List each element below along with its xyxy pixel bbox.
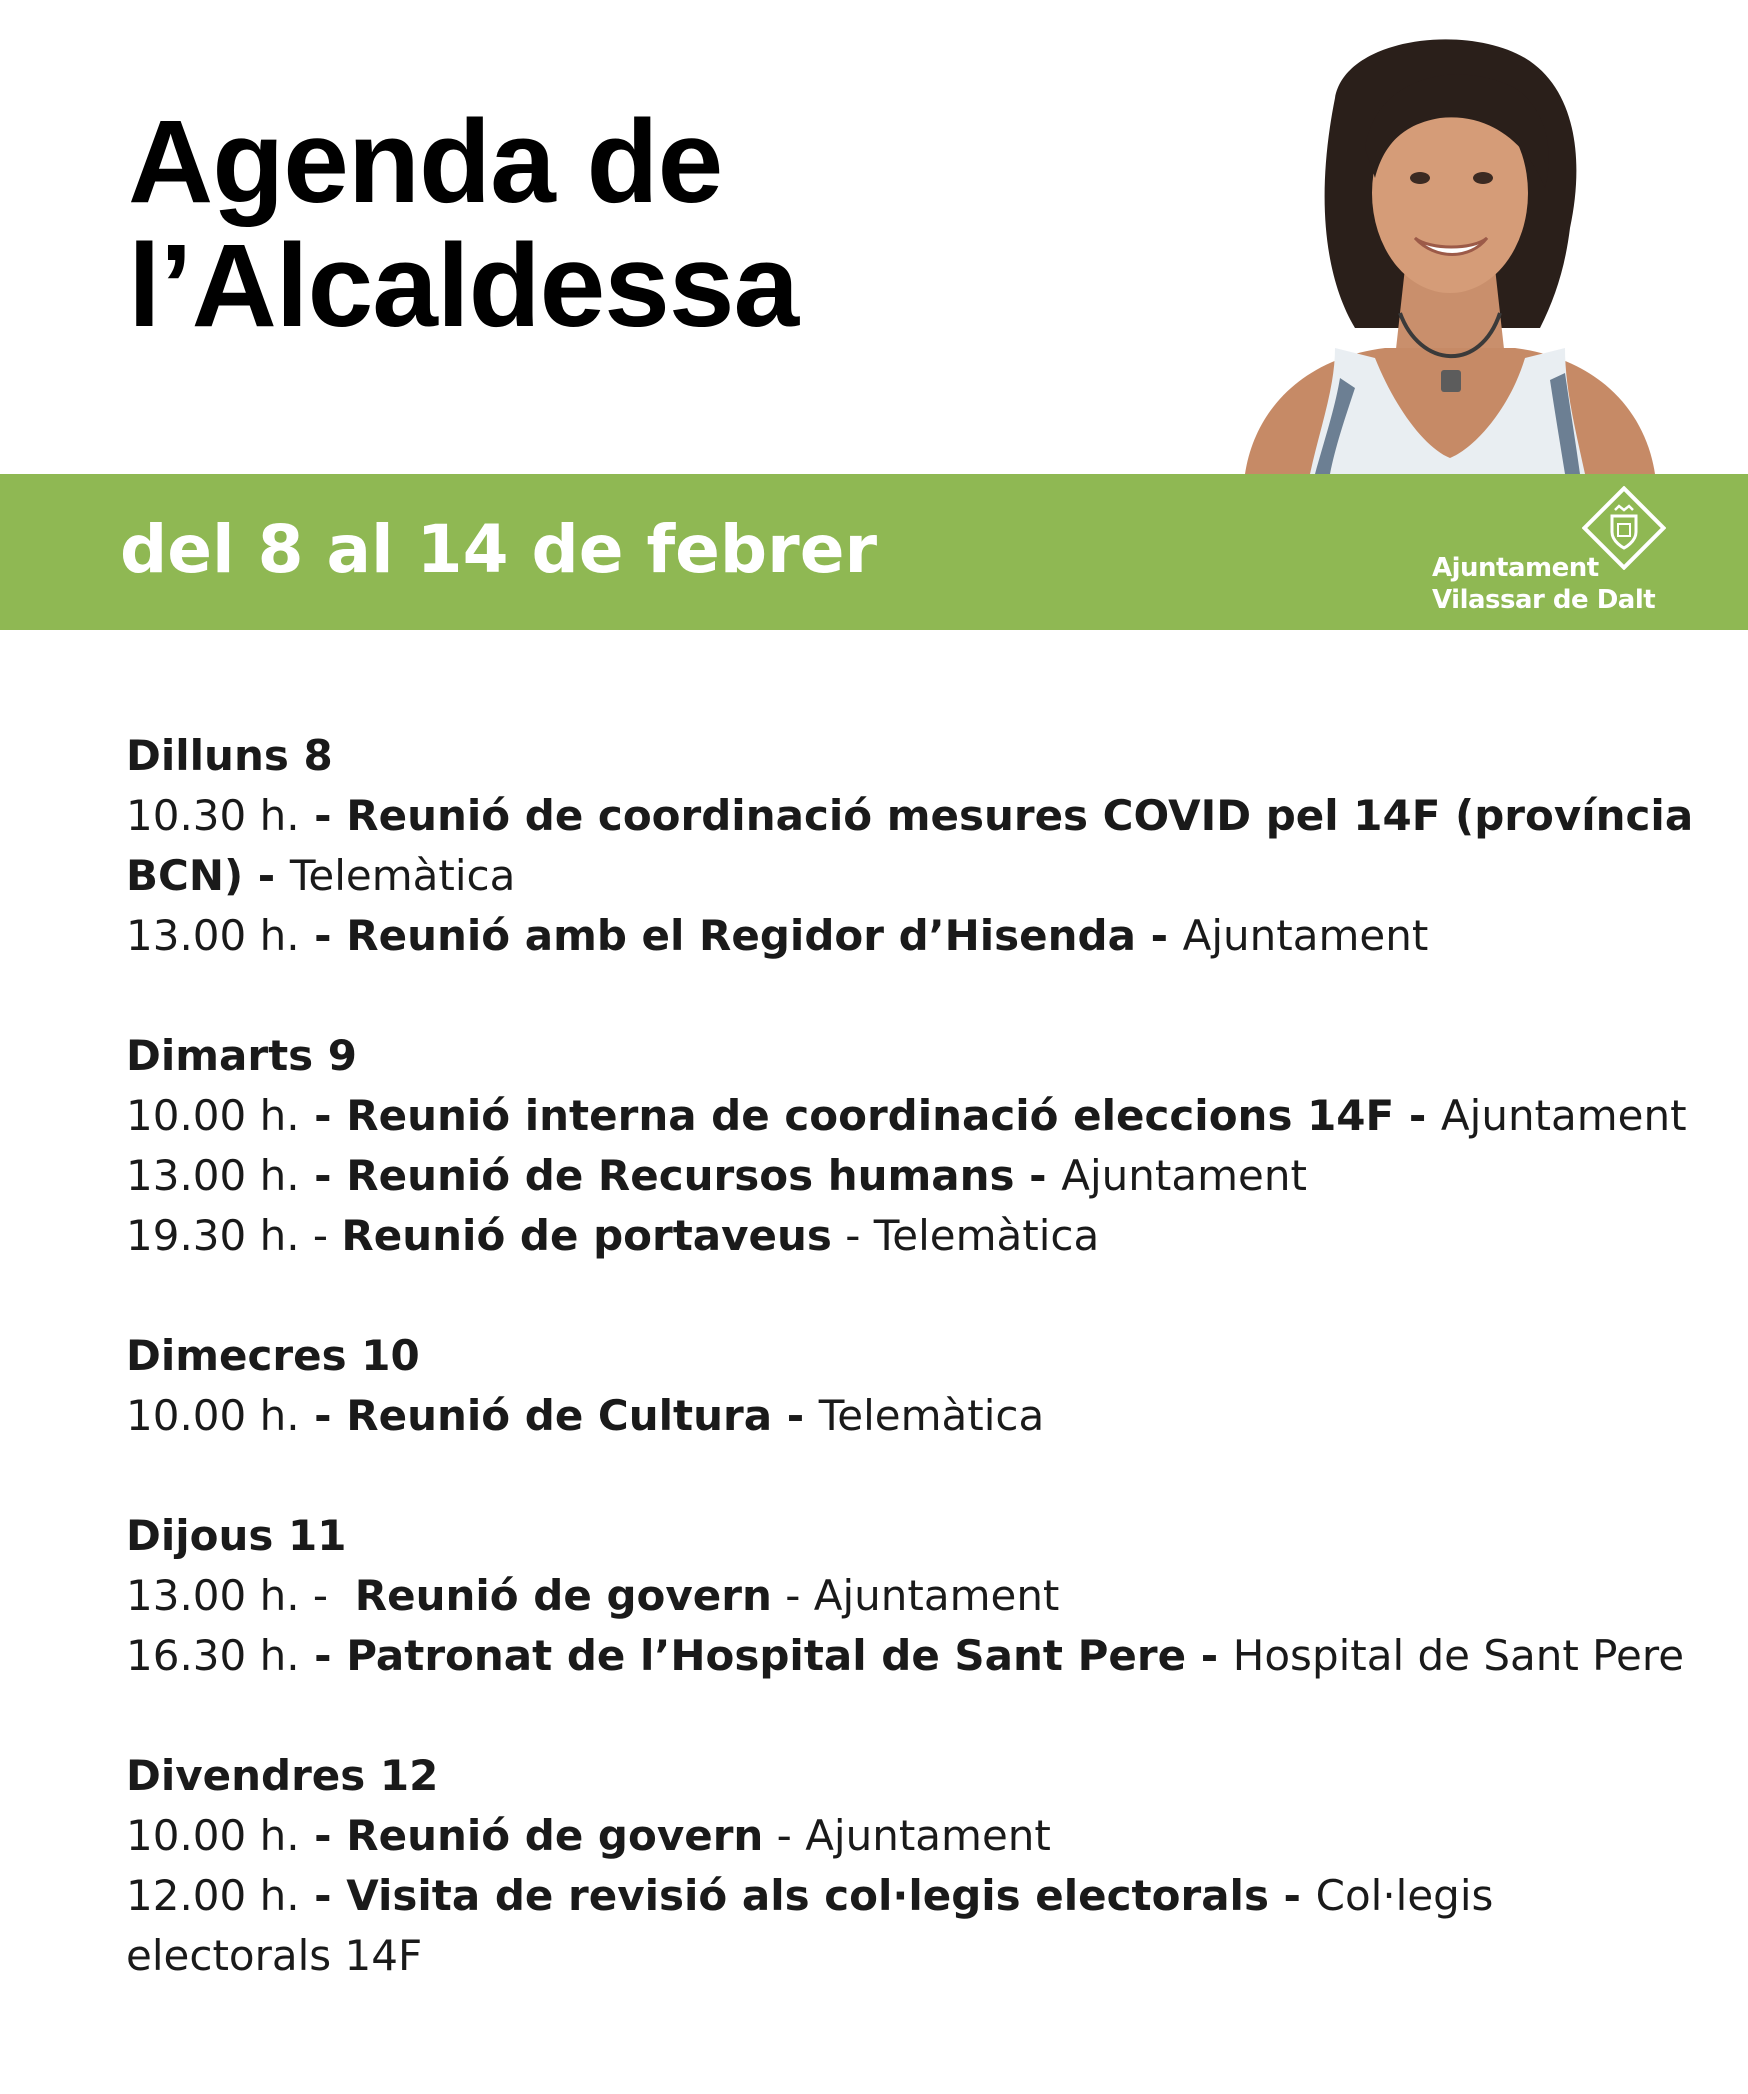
title-line-1: Agenda de [128, 96, 723, 228]
event-name: Reunió de govern [346, 1811, 764, 1860]
day-title: Dijous 11 [126, 1511, 347, 1560]
logo-text-town: Vilassar de Dalt [1432, 585, 1656, 615]
event-separator: - [299, 1811, 347, 1860]
event-separator: - [1268, 1871, 1316, 1920]
event-name: Visita de revisió als col·legis electorals [346, 1871, 1269, 1920]
event-time: 12.00 h. [126, 1871, 300, 1920]
event-time: 10.00 h. [126, 1391, 300, 1440]
header-band [0, 474, 1748, 630]
page-title [128, 96, 1128, 352]
event-name: Reunió de govern [354, 1571, 772, 1620]
day-section [126, 726, 1706, 966]
day-title: Divendres 12 [126, 1751, 439, 1800]
event-place: Ajuntament [813, 1571, 1060, 1620]
event-time: 19.30 h. [126, 1211, 300, 1260]
event-item [126, 1866, 1706, 1986]
event-name: Reunió interna de coordinació eleccions 14F [346, 1091, 1395, 1140]
event-separator: - [1135, 911, 1183, 960]
event-place: Telemàtica [289, 851, 516, 900]
date-range-subtitle: del 8 al 14 de febrer [120, 511, 878, 588]
logo-text-ajuntament: Ajuntament [1432, 553, 1599, 583]
event-separator: - [831, 1211, 874, 1260]
event-place: Ajuntament [805, 1811, 1051, 1860]
event-separator: - [299, 1151, 347, 1200]
event-place: Telemàtica [818, 1391, 1045, 1440]
event-separator: - [299, 1091, 347, 1140]
event-separator: - [299, 1211, 342, 1260]
event-item [126, 786, 1706, 906]
event-separator: - [772, 1391, 819, 1440]
mayor-portrait [1225, 28, 1665, 474]
event-time: 13.00 h. [126, 911, 300, 960]
event-item [126, 1146, 1706, 1206]
day-title: Dimarts 9 [126, 1031, 357, 1080]
event-name: Reunió de portaveus [341, 1211, 832, 1260]
event-name: Patronat de l’Hospital de Sant Pere [346, 1631, 1187, 1680]
day-section [126, 1506, 1706, 1686]
event-name: Reunió de Recursos humans [346, 1151, 1015, 1200]
event-name: Reunió de Cultura [346, 1391, 773, 1440]
day-section [126, 1326, 1706, 1446]
event-separator: - [1394, 1091, 1441, 1140]
event-separator: - [771, 1571, 814, 1620]
event-time: 13.00 h. [126, 1571, 300, 1620]
event-time: 13.00 h. [126, 1151, 300, 1200]
event-time: 10.30 h. [126, 791, 300, 840]
event-item [126, 906, 1706, 966]
event-name: Reunió de coordinació mesures COVID pel 14F (província BCN) [126, 791, 1694, 900]
event-separator: - [763, 1811, 806, 1860]
event-separator: - [299, 1631, 347, 1680]
agenda-list [126, 726, 1706, 2046]
event-item [126, 1626, 1706, 1686]
event-separator: - [1186, 1631, 1233, 1680]
event-place: Ajuntament [1440, 1091, 1687, 1140]
title-line-2: l’Alcaldessa [128, 220, 799, 352]
event-item [126, 1086, 1706, 1146]
event-item [126, 1566, 1706, 1626]
event-separator: - [299, 1571, 355, 1620]
event-item [126, 1806, 1706, 1866]
day-section [126, 1746, 1706, 1986]
event-time: 10.00 h. [126, 1811, 300, 1860]
event-place: Hospital de Sant Pere [1232, 1631, 1685, 1680]
event-separator: - [299, 911, 347, 960]
day-title: Dilluns 8 [126, 731, 333, 780]
event-place: Telemàtica [873, 1211, 1100, 1260]
event-place: Ajuntament [1182, 911, 1429, 960]
day-title: Dimecres 10 [126, 1331, 420, 1380]
event-time: 10.00 h. [126, 1091, 300, 1140]
event-place: Col·legis electorals 14F [126, 1871, 1494, 1980]
event-separator: - [299, 1871, 347, 1920]
event-item [126, 1386, 1706, 1446]
event-place: Ajuntament [1061, 1151, 1307, 1200]
event-name: Reunió amb el Regidor d’Hisenda [346, 911, 1136, 960]
day-section [126, 1026, 1706, 1266]
event-item [126, 1206, 1706, 1266]
event-separator: - [299, 1391, 347, 1440]
event-separator: - [299, 791, 347, 840]
event-time: 16.30 h. [126, 1631, 300, 1680]
ajuntament-logo [1432, 486, 1692, 616]
event-separator: - [243, 851, 290, 900]
event-separator: - [1014, 1151, 1062, 1200]
